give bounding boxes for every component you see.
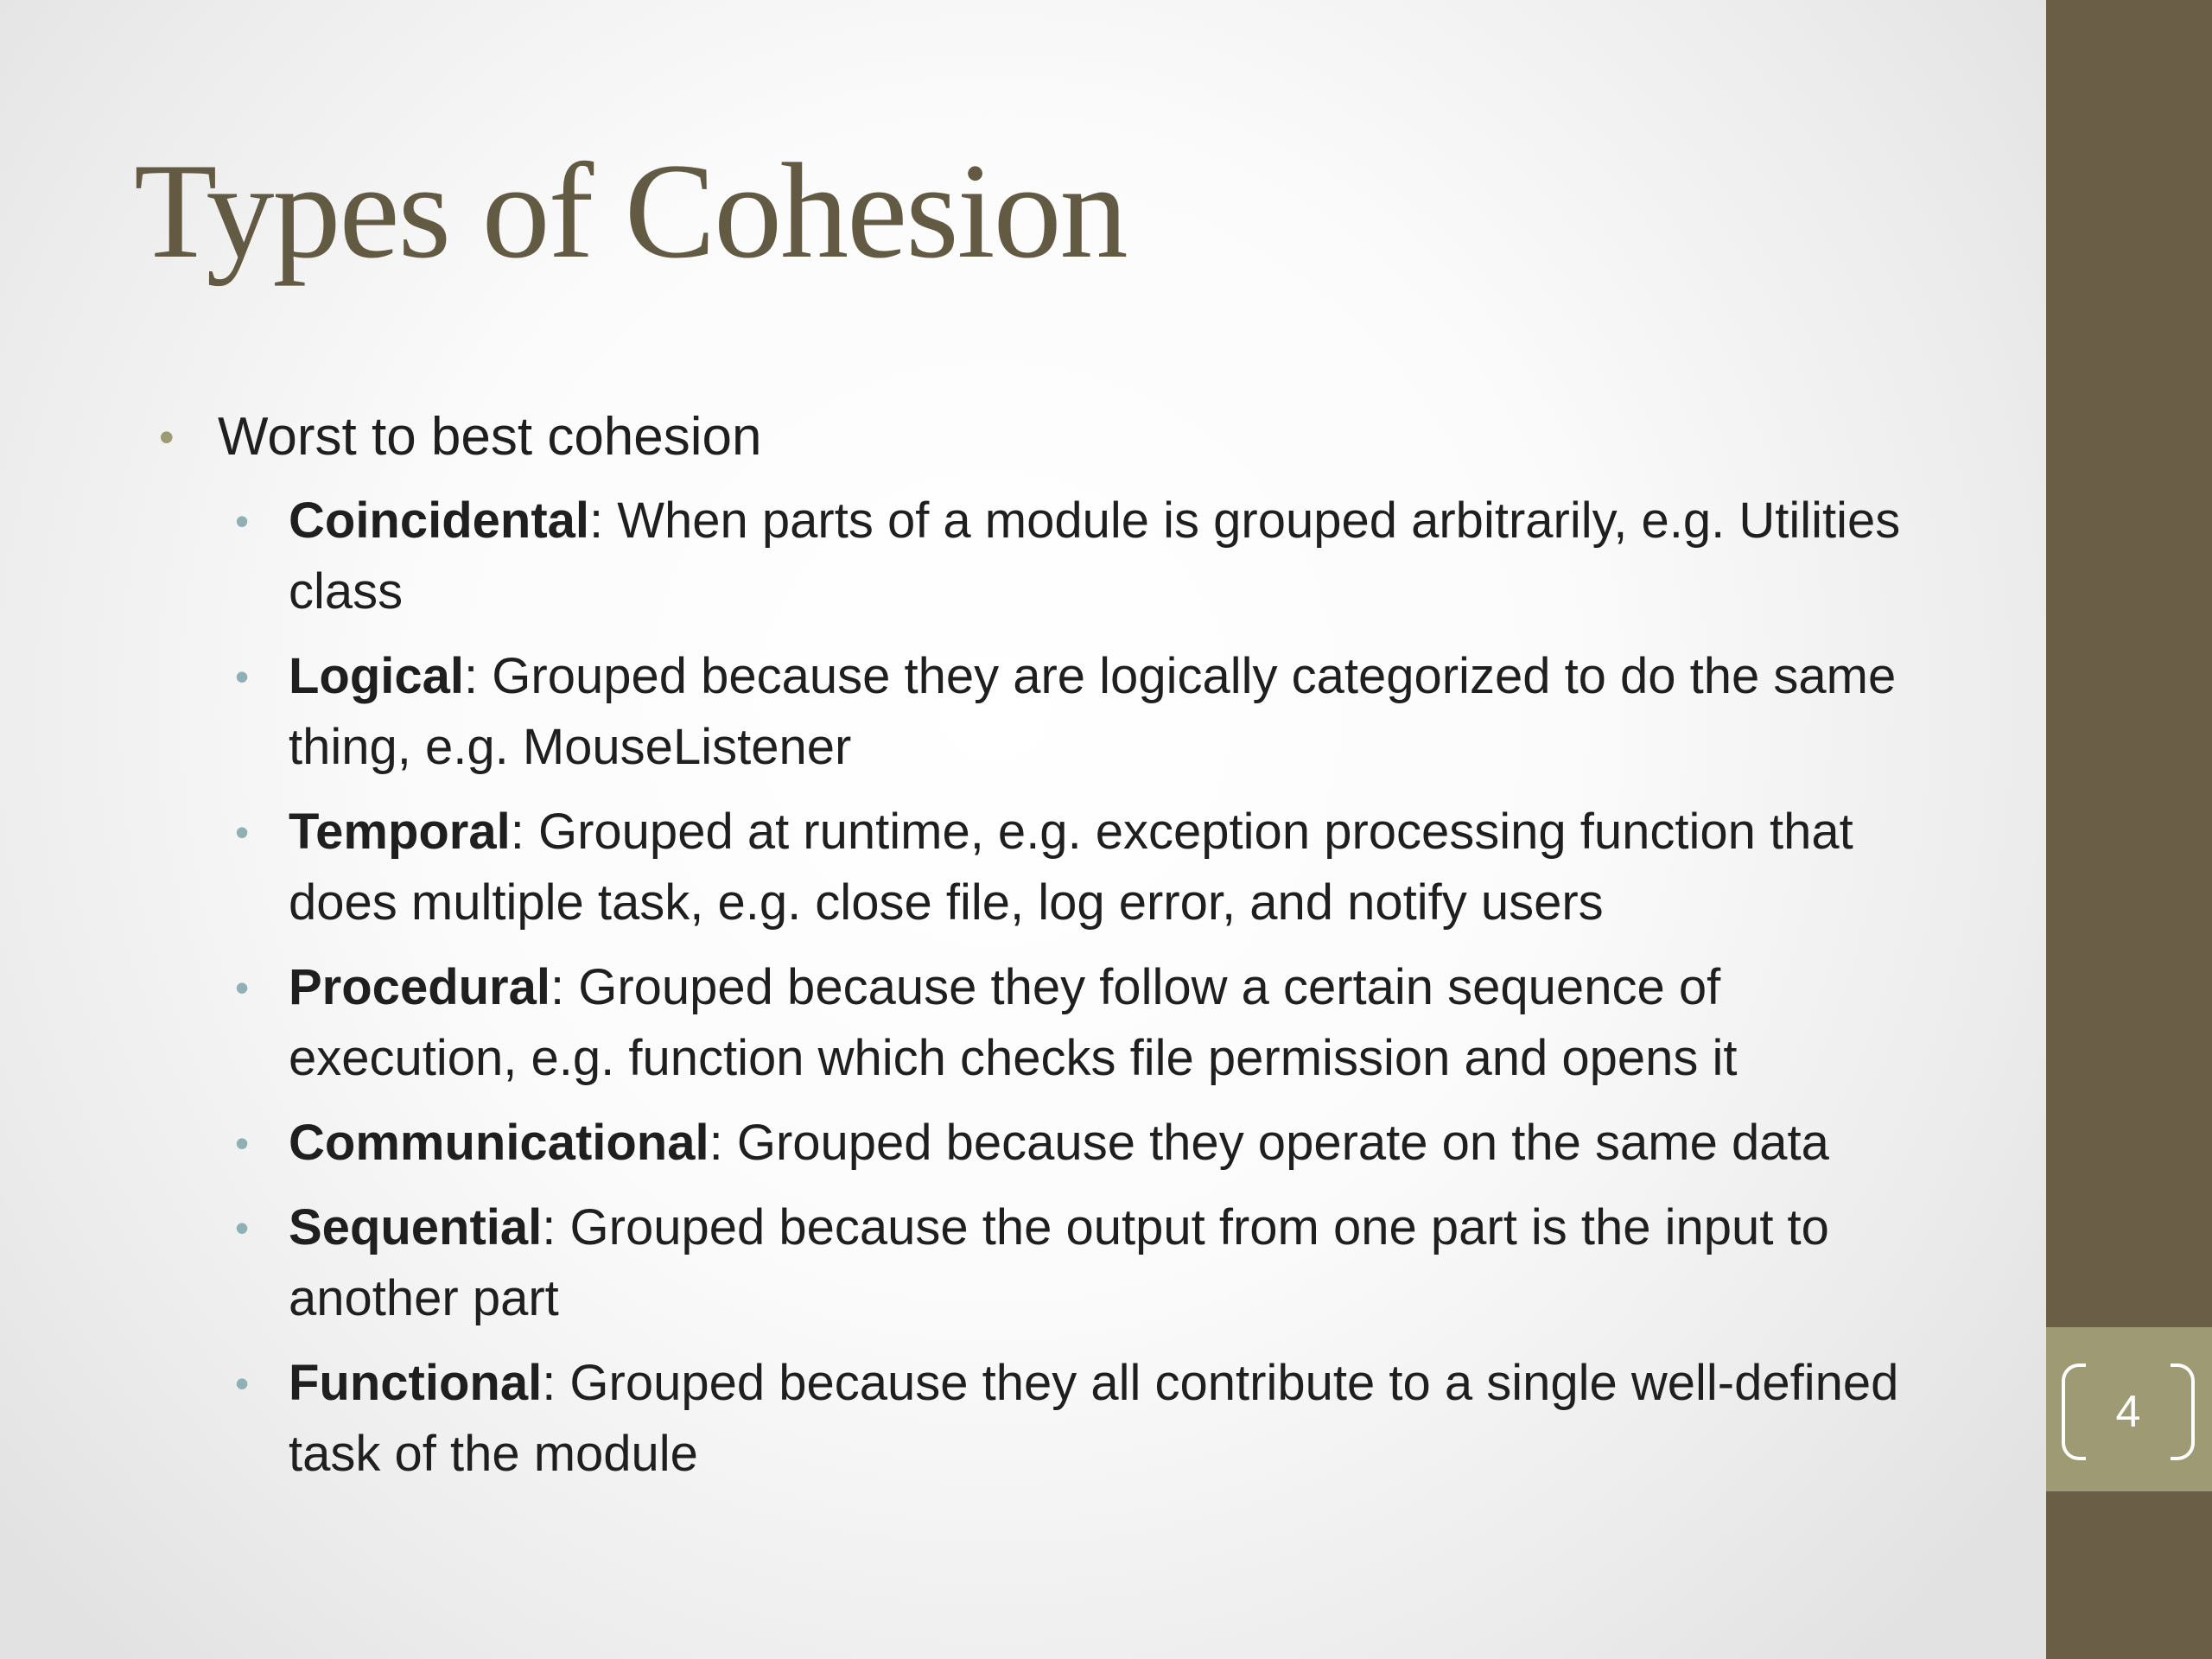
item-term: Logical — [289, 648, 465, 704]
bullet-icon: • — [235, 965, 250, 1010]
item-term: Procedural — [289, 959, 550, 1015]
bullet-icon: • — [235, 499, 250, 543]
item-description: : Grouped at runtime, e.g. exception processing function that does multiple task, e.g. close file, log error, and notify users — [289, 804, 1853, 931]
list-item-functional — [156, 1348, 1927, 1490]
list-item-procedural — [156, 952, 1927, 1094]
right-bracket-icon — [2171, 1363, 2195, 1460]
bullet-icon: • — [235, 1121, 250, 1166]
list-item-logical — [156, 641, 1927, 783]
item-term: Sequential — [289, 1199, 543, 1255]
item-description: : Grouped because they operate on the same data — [709, 1115, 1829, 1171]
cohesion-types-list — [156, 486, 1927, 1490]
item-term: Functional — [289, 1355, 543, 1411]
bullet-icon: • — [235, 1205, 250, 1250]
list-item-coincidental — [156, 486, 1927, 627]
list-item-communicational — [156, 1108, 1927, 1179]
intro-text: Worst to best cohesion — [218, 407, 762, 467]
item-description: : Grouped because they are logically categorized to do the same thing, e.g. MouseListener — [289, 648, 1897, 775]
item-description: : Grouped because they all contribute to a single well-defined task of the module — [289, 1355, 1899, 1482]
slide-content — [156, 399, 1927, 1503]
bullet-icon: • — [235, 1361, 250, 1406]
bullet-icon: • — [235, 654, 250, 699]
item-description: : Grouped because the output from one part is the input to another part — [289, 1199, 1829, 1326]
left-bracket-icon — [2062, 1363, 2086, 1460]
slide-title: Types of Cohesion — [134, 136, 1127, 287]
list-item-temporal — [156, 797, 1927, 938]
bullet-intro — [156, 399, 1927, 475]
item-description: : Grouped because they follow a certain sequence of execution, e.g. function which checks file permission and opens it — [289, 959, 1738, 1086]
item-term: Communicational — [289, 1115, 709, 1171]
item-term: Coincidental — [289, 493, 590, 549]
item-description: : When parts of a module is grouped arbitrarily, e.g. Utilities class — [289, 493, 1901, 620]
item-term: Temporal — [289, 804, 511, 860]
page-number: 4 — [2115, 1387, 2141, 1437]
list-item-sequential — [156, 1192, 1927, 1334]
bullet-icon: • — [235, 810, 250, 855]
bullet-icon: • — [159, 413, 175, 461]
